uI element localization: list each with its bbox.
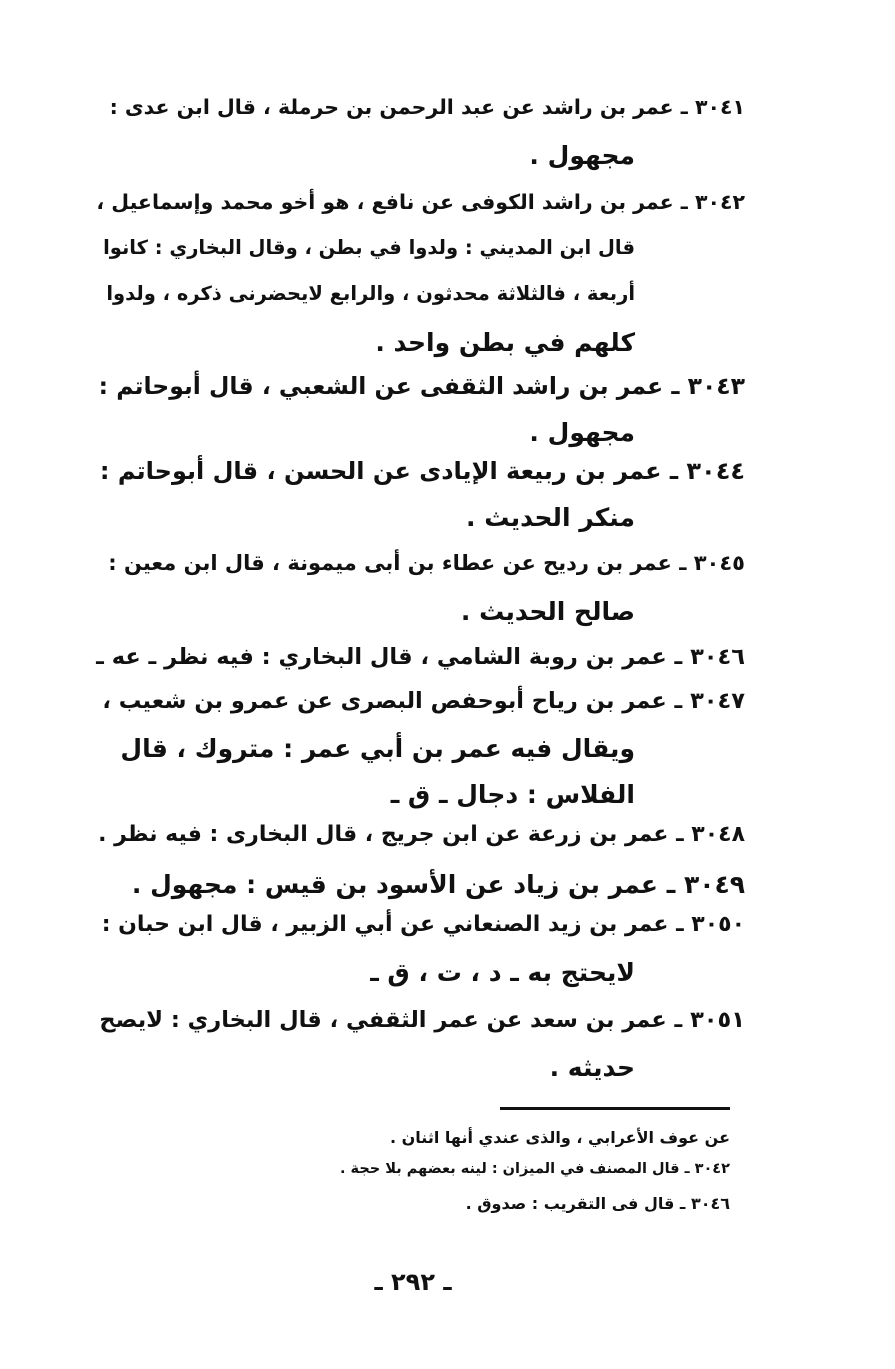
entry-text: عمر بن زياد عن الأسود بن قيس : مجهول . (131, 870, 658, 899)
footnote-line: ٣٠٤٢ ـ قال المصنف في الميزان : لينه بعضهم بلا حجة . (340, 1161, 730, 1177)
entry-number: ٣٠٤٥ (693, 551, 745, 575)
entry-number: ٣٠٥١ (690, 1007, 745, 1033)
entry-continuation-line: لايحتج به ـ د ، ت ، ق ـ (370, 958, 635, 987)
entry-text: عمر بن روبة الشامي ، قال البخاري : فيه نظر ـ عه ـ (96, 644, 667, 670)
entry-text: عمر بن رياح أبوحفص البصرى عن عمرو بن شعيب ، (102, 688, 667, 714)
entry-text: عمر بن زرعة عن ابن جريج ، قال البخارى : فيه نظر . (98, 822, 669, 847)
entry-text: عمر بن راشد عن عبد الرحمن بن حرملة ، قال ابن عدى : (109, 95, 674, 119)
entry-text: عمر بن راشد الكوفى عن نافع ، هو أخو محمد وإسماعيل ، (96, 190, 674, 214)
entry-continuation-line: قال ابن المديني : ولدوا في بطن ، وقال البخاري : كانوا (103, 236, 635, 259)
entry-first-line (102, 912, 745, 937)
entry-text: عمر بن زيد الصنعاني عن أبي الزبير ، قال ابن حبان : (101, 912, 669, 937)
entry-text: عمر بن راشد الثقفى عن الشعبي ، قال أبوحاتم : (98, 372, 664, 400)
entry-first-line (100, 457, 745, 485)
entry-number: ٣٠٤٤ (686, 457, 745, 485)
footnote-line: ٣٠٤٦ ـ قال فى التقريب : صدوق . (465, 1194, 730, 1213)
footnote-divider (500, 1107, 730, 1110)
entry-first-line (99, 1007, 745, 1033)
entry-separator: ـ (658, 870, 684, 899)
entry-continuation-line: صالح الحديث . (460, 597, 635, 626)
entry-first-line (110, 95, 745, 119)
entry-separator: ـ (673, 95, 695, 119)
entry-separator: ـ (663, 372, 688, 400)
entry-number: ٣٠٤٩ (683, 870, 745, 899)
entry-first-line (96, 190, 745, 214)
entry-number: ٣٠٤٨ (691, 822, 745, 847)
footnote-line: عن عوف الأعرابي ، والذى عندي أنها اثنان . (389, 1128, 730, 1147)
entry-separator: ـ (666, 688, 691, 714)
entry-separator: ـ (673, 190, 695, 214)
entry-first-line (108, 551, 745, 575)
entry-continuation-line: مجهول . (529, 141, 635, 170)
entry-separator: ـ (666, 1007, 691, 1033)
entry-number: ٣٠٤١ (694, 95, 745, 119)
entry-continuation-line: الفلاس : دجال ـ ق ـ (390, 780, 635, 809)
entry-continuation-line: حديثه . (549, 1053, 635, 1082)
entry-text: عمر بن رديح عن عطاء بن أبى ميمونة ، قال ابن معين : (108, 551, 672, 575)
entry-first-line (99, 372, 745, 400)
entry-number: ٣٠٤٢ (694, 190, 745, 214)
entry-number: ٣٠٥٠ (691, 912, 745, 937)
entry-number: ٣٠٤٣ (687, 372, 745, 400)
entry-continuation-line: ويقال فيه عمر بن أبي عمر : متروك ، قال (120, 734, 635, 763)
entry-continuation-line: كلهم في بطن واحد . (375, 328, 635, 357)
entry-separator: ـ (661, 457, 687, 485)
entry-separator: ـ (668, 912, 692, 937)
entry-first-line (102, 688, 745, 714)
entry-number: ٣٠٤٧ (690, 688, 745, 714)
entry-number: ٣٠٤٦ (690, 644, 745, 670)
entry-continuation-line: مجهول . (529, 418, 635, 447)
page-number: ـ ٢٩٢ ـ (374, 1268, 452, 1296)
entry-text: عمر بن ربيعة الإيادى عن الحسن ، قال أبوحاتم : (99, 457, 662, 485)
entry-separator: ـ (668, 822, 692, 847)
entry-continuation-line: أربعة ، فالثلاثة محدثون ، والرابع لايحضرنى ذكره ، ولدوا (106, 282, 635, 305)
entry-text: عمر بن سعد عن عمر الثقفي ، قال البخاري : لايصح (99, 1007, 667, 1033)
entry-separator: ـ (671, 551, 694, 575)
entry-separator: ـ (666, 644, 691, 670)
entry-first-line (96, 644, 745, 670)
entry-first-line (98, 822, 745, 847)
entry-continuation-line: منكر الحديث . (466, 503, 635, 532)
entry-first-line (132, 870, 745, 899)
